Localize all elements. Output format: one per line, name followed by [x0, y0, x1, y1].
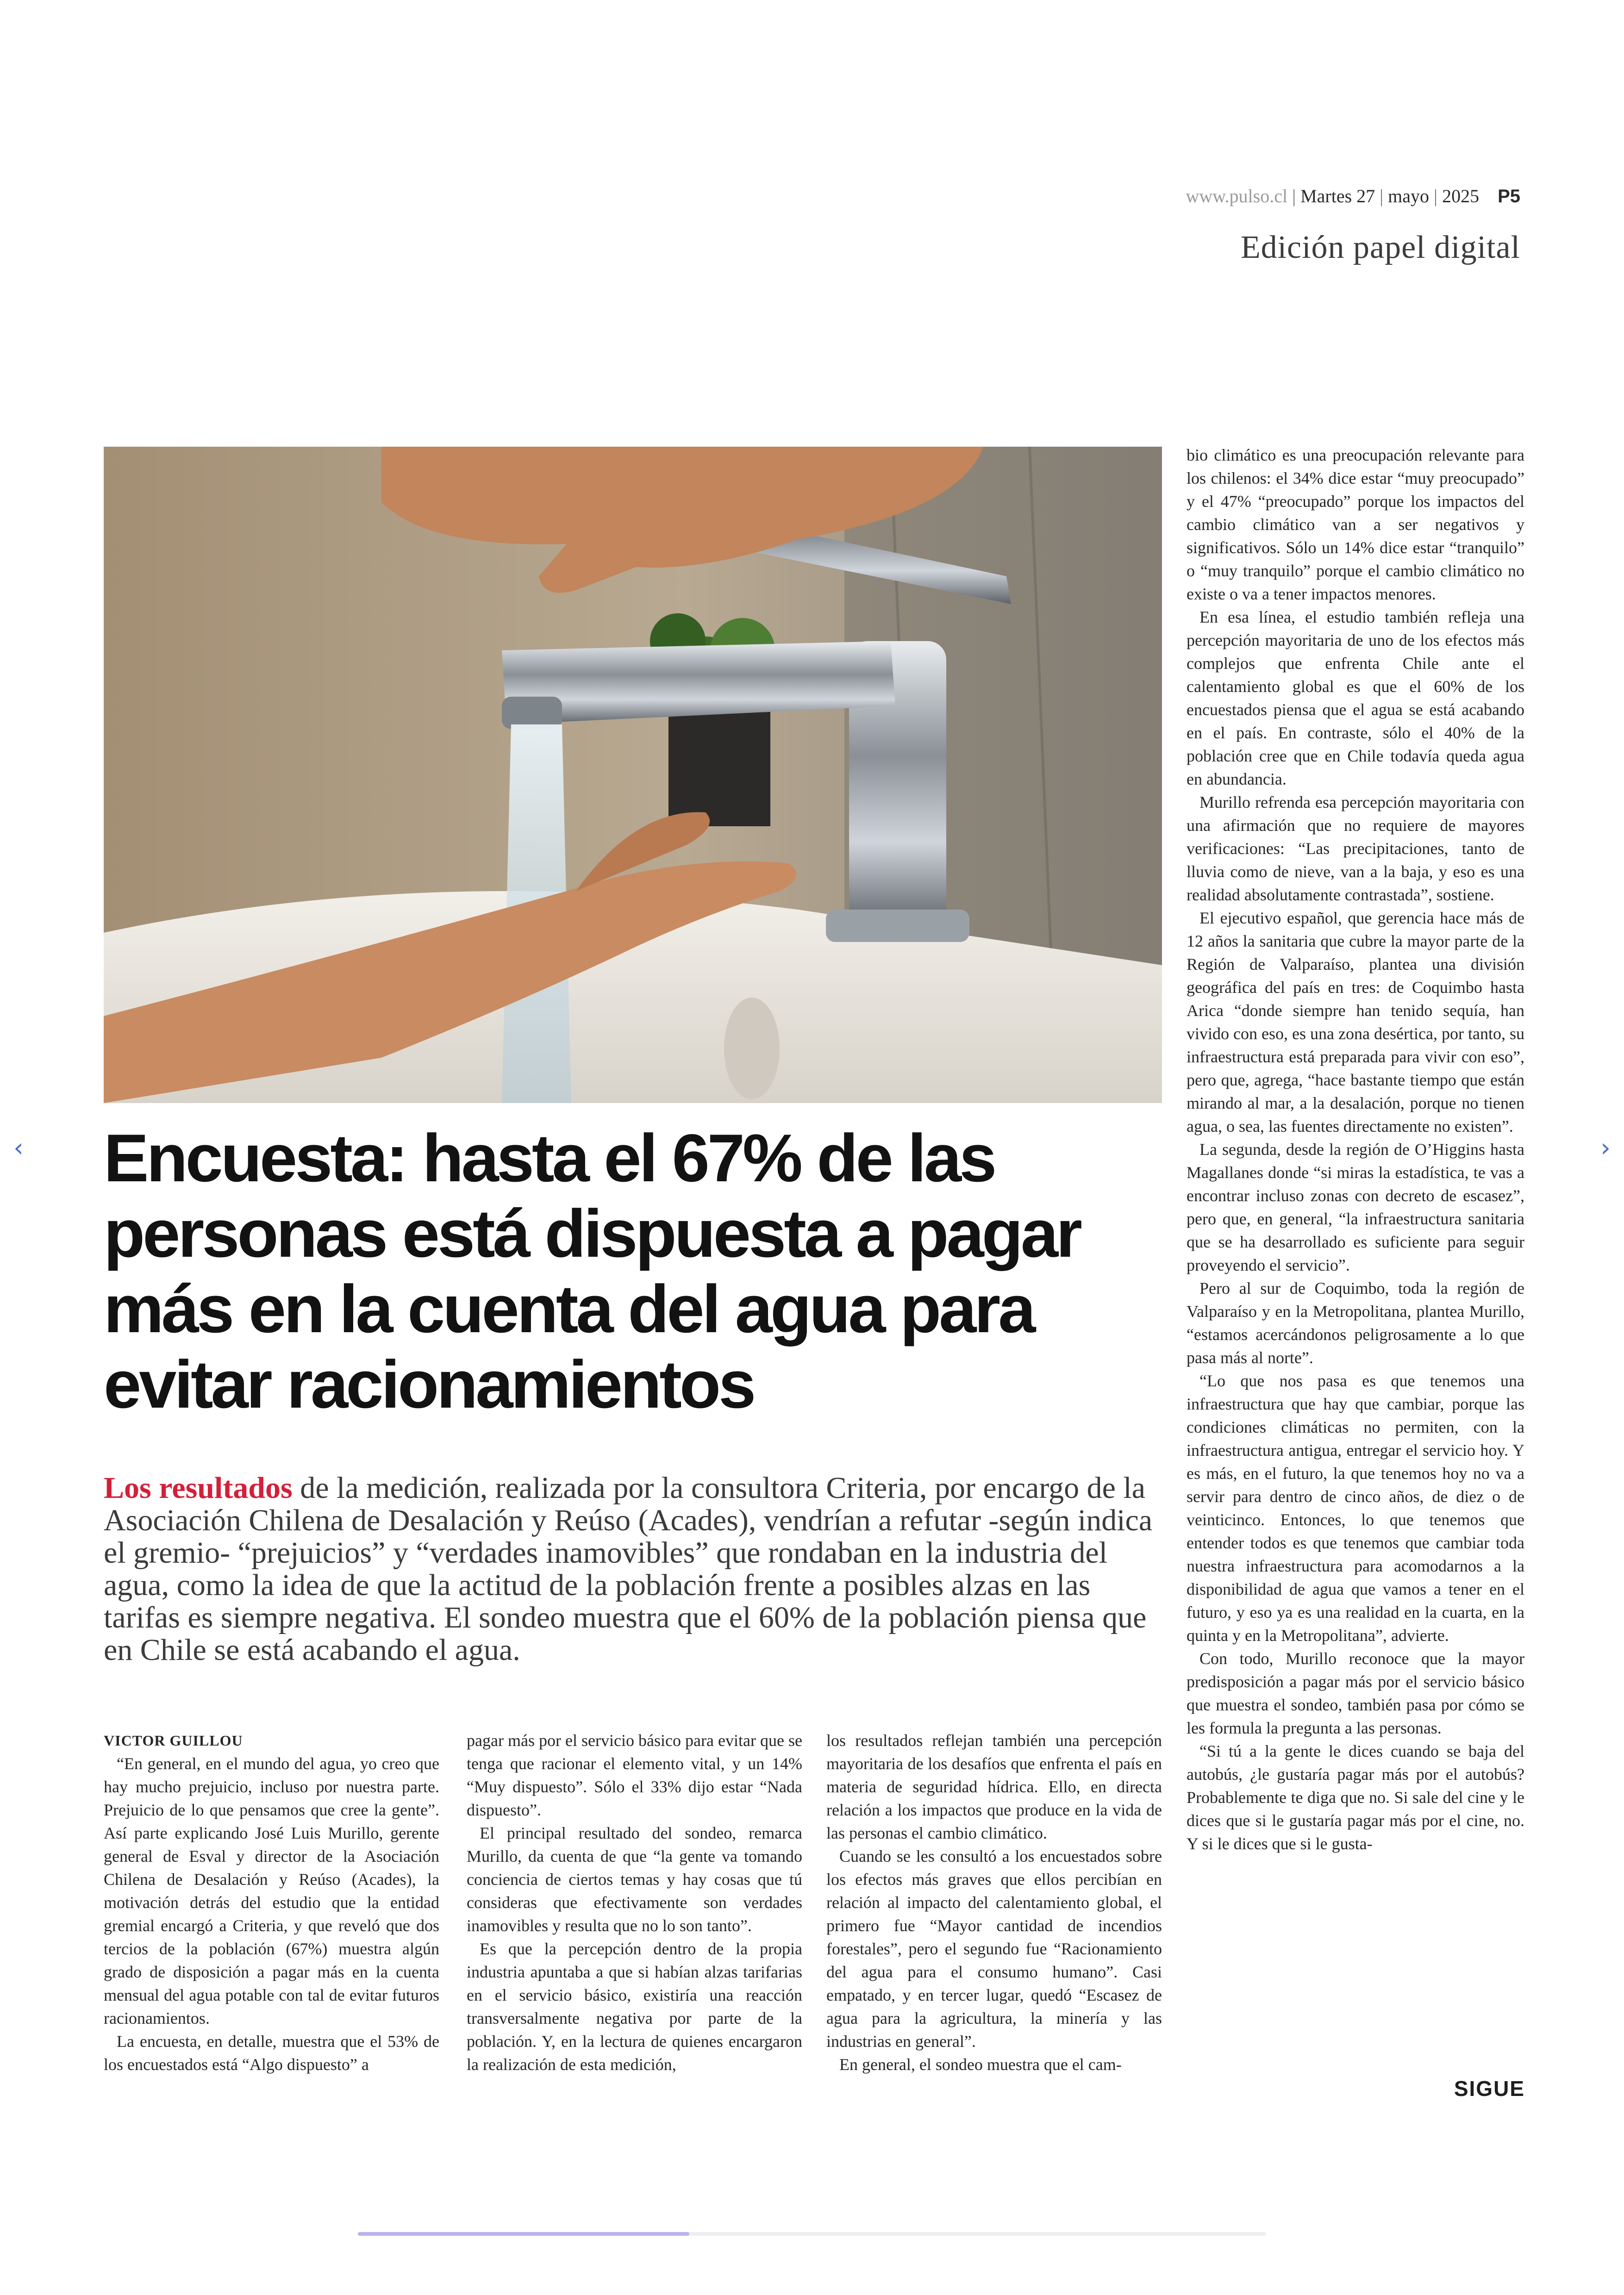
edition-label: Edición papel digital — [1240, 230, 1520, 265]
date-year: 2025 — [1442, 186, 1480, 206]
paragraph: pagar más por el servicio básico para evitar que se tenga que racionar el elemento vital, y un 14% “Muy dispuesto”. Sólo el 33% dijo estar “Nada dispuesto”. — [467, 1731, 802, 1819]
paragraph: La segunda, desde la región de O’Higgins hasta Magallanes donde “si miras la estadística, te vas a encontrar incluso zonas con decreto de escasez”, pero que, en general, “la infraestructura sanitaria que se ha desarrollado es suficiente para seguir proveyendo el servicio”. — [1187, 1140, 1524, 1274]
paragraph: Cuando se les consultó a los encuestados sobre los efectos más graves que ellos percibían en relación al impacto del calentamiento global, el primero fue “Mayor cantidad de incendios forestales”, pero el segundo fue “Racionamiento del agua para el consumo humano”. Casi empatado, y en tercer lugar, quedó “Escasez de agua para la agricultura, la minería y las industrias en general”. — [826, 1847, 1162, 2051]
lead-paragraph — [104, 1472, 1164, 1666]
paragraph: bio climático es una preocupación relevante para los chilenos: el 34% dice estar “muy preocupado” y el 47% “preocupado” porque los impactos del cambio climático van a ser negativos y significativos. Sólo un 14% dice estar “tranquilo” o “muy tranquilo” porque el cambio climático no existe o va a tener impactos menores. — [1187, 446, 1524, 603]
paragraph: Murillo refrenda esa percepción mayoritaria con una afirmación que no requiere de mayores verificaciones: “Las precipitaciones, tanto de lluvia como de nieve, van a la baja, y eso es una realidad absolutamente contrastada”, sostiene. — [1187, 793, 1524, 904]
date-day: Martes 27 — [1300, 186, 1375, 206]
page-number: P5 — [1498, 186, 1520, 206]
paragraph: En general, el sondeo muestra que el cam- — [839, 2055, 1122, 2074]
paragraph: Es que la percepción dentro de la propia industria apuntaba a que si habían alzas tarifarias en el servicio básico, existiría una reacción transversalmente negativa por parte de la población. Y, en la lectura de quienes encargaron la realización de esta medición, — [467, 1940, 802, 2074]
paragraph: los resultados reflejan también una percepción mayoritaria de los desafíos que enfrenta el país en materia de seguridad hídrica. Ello, en directa relación a los impactos que produce en la vida de las personas el cambio climático. — [826, 1731, 1162, 1842]
date-month: mayo — [1388, 186, 1430, 206]
paragraph: “En general, en el mundo del agua, yo creo que hay mucho prejuicio, incluso por nuestra parte. Prejuicio de lo que pensamos que cree la gente”. Así parte explicando José Luis Murillo, gerente general de Esval y director de la Asociación Chilena de Desalación y Reúso (Acades), la motivación detrás del estudio que la entidad gremial encargó a Criteria, y que reveló que dos tercios de la población (67%) muestra algún grado de disposición a pagar más en la cuenta mensual del agua potable con tal de evitar futuros racionamientos. — [104, 1754, 439, 2027]
next-page-icon[interactable]: › — [1600, 1133, 1611, 1162]
body-column-1 — [104, 1729, 439, 2076]
paragraph: En esa línea, el estudio también refleja una percepción mayoritaria de uno de los efectos más complejos que enfrenta Chile ante el calentamiento global es que el 60% de los encuestados piensa que el agua se está acabando en el país. En contraste, sólo el 40% de la población cree que en Chile todavía queda agua en abundancia. — [1187, 608, 1524, 788]
body-column-4 — [1187, 443, 1524, 1855]
lead-text: de la medición, realizada por la consultora Criteria, por encargo de la Asociación Chilena de Desalación y Reúso (Acades), vendrían a refutar -según indica el gremio- “prejuicios” y “verdades inamovibles” que rondaban en la industria del agua, como la idea de que la actitud de la población frente a posibles alzas en las tarifas es siempre negativa. El sondeo muestra que el 60% de la población piensa que en Chile se está acabando el agua. — [104, 1471, 1153, 1667]
previous-page-icon[interactable]: ‹ — [13, 1133, 24, 1162]
byline: VICTOR GUILLOU — [104, 1732, 243, 1749]
body-column-2 — [467, 1729, 802, 2076]
paragraph: Pero al sur de Coquimbo, toda la región de Valparaíso y en la Metropolitana, plantea Murillo, “estamos acercándonos peligrosamente a lo que pasa más al norte”. — [1187, 1279, 1524, 1367]
paragraph: El principal resultado del sondeo, remarca Murillo, da cuenta de que “la gente va tomando conciencia de ciertos temas y hay cosas que tú consideras que efectivamente son verdades inamovibles y resulta que no lo son tanto”. — [467, 1824, 802, 1935]
paragraph: “Si tú a la gente le dices cuando se baja del autobús, ¿le gustaría pagar más por el autobús? Probablemente te diga que no. Si sale del cine y le dices que si le gustaría pagar más por el cine, no. Y si le dices que si le gusta- — [1187, 1742, 1524, 1853]
site-url[interactable]: www.pulso.cl — [1186, 186, 1288, 206]
masthead-dateline: www.pulso.cl | Martes 27 | mayo | 2025 P5 — [1186, 186, 1520, 206]
article-photo — [104, 447, 1162, 1103]
paragraph: La encuesta, en detalle, muestra que el 53% de los encuestados está “Algo dispuesto” a — [104, 2032, 439, 2074]
lead-kicker: Los resultados — [104, 1471, 293, 1505]
page-scrollbar-thumb[interactable] — [358, 2232, 689, 2236]
paragraph: Con todo, Murillo reconoce que la mayor predisposición a pagar más por el servicio básico que muestra el sondeo, también pasa por cómo se les formula la pregunta a las personas. — [1187, 1649, 1524, 1737]
body-column-3 — [826, 1729, 1162, 2076]
paragraph: El ejecutivo español, que gerencia hace más de 12 años la sanitaria que cubre la mayor parte de la Región de Valparaíso, plantea una división geográfica del país en tres: de Coquimbo hasta Arica “donde siempre han tenido sequía, han vivido con eso, es una zona desértica, por tanto, su infraestructura está preparada para vivir con eso”, pero que, agrega, “hace bastante tiempo que están mirando al mar, a la desalación, porque no tienen agua, o sea, las fuentes directamente no existen”. — [1187, 909, 1524, 1135]
paragraph: “Lo que nos pasa es que tenemos una infraestructura que hay que cambiar, porque las condiciones climáticas no permiten, con la infraestructura antigua, entregar el servicio hoy. Y es más, en el futuro, la que tenemos hoy no va a servir para dentro de cinco años, de diez o de veinticinco. Entonces, lo que tenemos que entender todos es que tenemos que cambiar toda nuestra infraestructura para acomodarnos a la disponibilidad de agua que vamos a tener en el futuro, y eso ya es una realidad en la cuarta, en la quinta y en la Metropolitana”, advierte. — [1187, 1372, 1524, 1645]
headline: Encuesta: hasta el 67% de las personas está dispuesta a pagar más en la cuenta del agua para evitar racionamientos — [104, 1120, 1080, 1422]
continues-label[interactable]: SIGUE — [1454, 2077, 1525, 2101]
